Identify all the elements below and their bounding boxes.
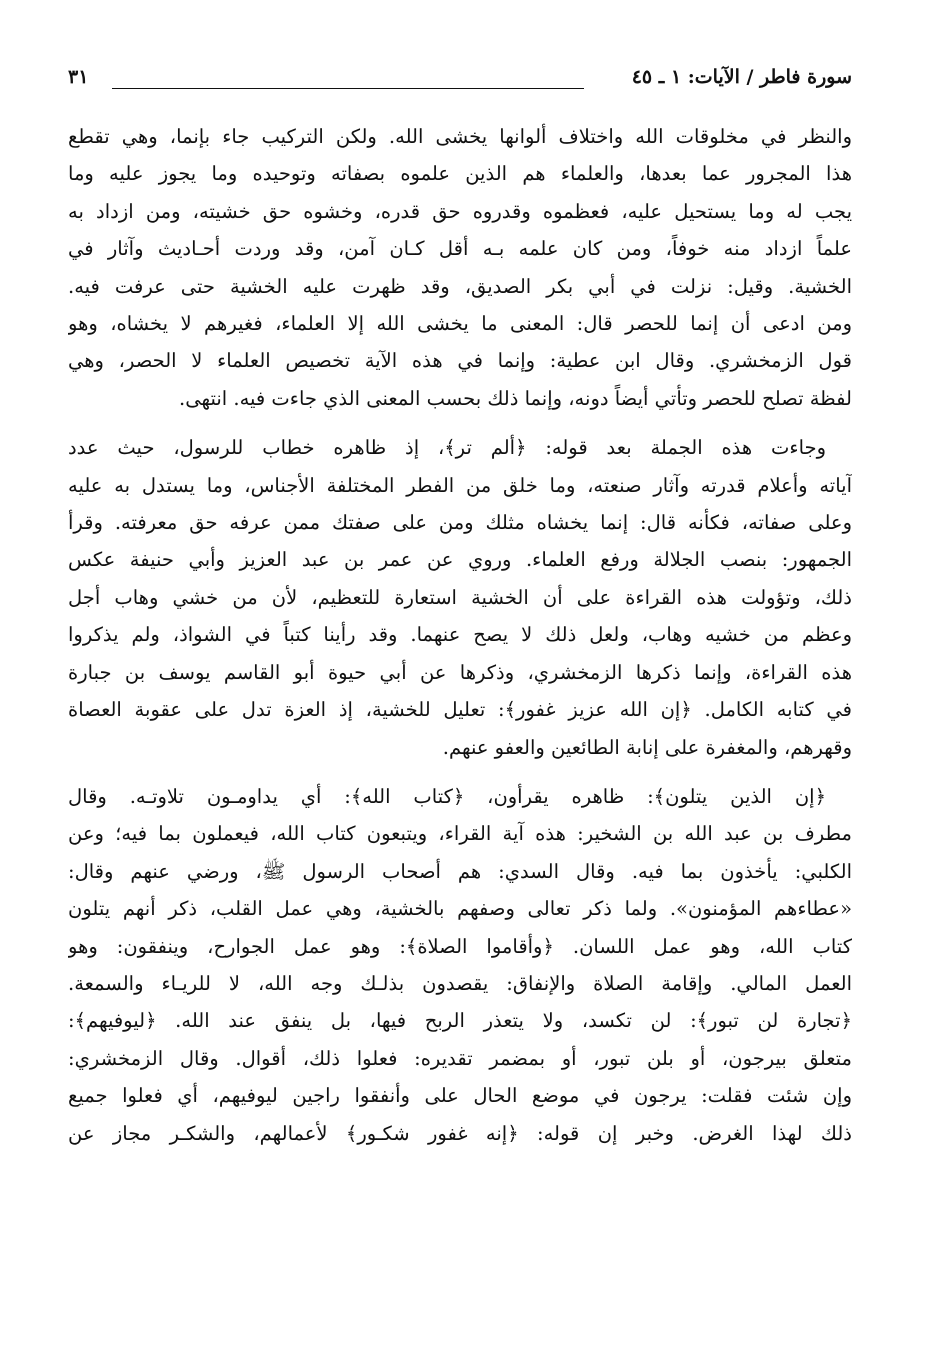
text-line: وعظم من خشيه وهاب، ولعل ذلك لا يصح عنهما. وقد رأينا كتباً في الشواذ، ولم يذكروا [68, 623, 852, 647]
text-line: وقهرهم، والمغفرة على إنابة الطائعين والعفو عنهم. [442, 735, 852, 759]
text-line: قول الزمخشري. وقال ابن عطية: وإنما في هذه الآية تخصيص العلماء لا الحصر، وهي [68, 349, 852, 373]
text-line: علماً ازداد منه خوفاً، ومن كان علمه بـه أقل كـان آمن، وقد وردت أحـاديث وآثار في [68, 237, 852, 261]
text-line: يجب له وما يستحيل عليه، فعظموه وقدروه حق قدره، وخشوه حق خشيته، ومن ازداد به [68, 199, 852, 223]
text-line: ومن ادعى أن إنما للحصر قال: المعنى ما يخشى الله إلا العلماء، فغيرهم لا يخشاه، وهو [68, 312, 852, 336]
text-line: ذلك لهذا الغرض. وخبر إن قوله: ﴿إنه غفور شكـور﴾ لأعمالهم، والشكـر مجاز عن [68, 1121, 852, 1145]
text-line: ﴿تجارة لن تبور﴾: لن تكسد، ولا يتعذر الربح فيها، بل ينفق عند الله. ﴿ليوفيهم﴾: [68, 1009, 852, 1033]
paragraph-3 [68, 778, 852, 1152]
text-line: ذلك، وتؤولت هذه القراءة على أن الخشية استعارة للتعظيم، لأن من خشي وهاب أجل [68, 585, 852, 609]
running-header [68, 66, 852, 96]
text-line: الجمهور: بنصب الجلالة ورفع العلماء. وروي عن عمر بن عبد العزيز وأبي حنيفة عكس [68, 548, 852, 572]
text-line: العمل المالي. وإقامة الصلاة والإنفاق: يقصدون بذلـك وجه الله، لا للريـاء والسمعة. [68, 971, 852, 995]
text-line: وجاءت هذه الجملة بعد قوله: ﴿ألم تر﴾، إذ ظاهره خطاب للرسول، حيث عدد [68, 436, 826, 460]
text-line: والنظر في مخلوقات الله واختلاف ألوانها يخشى الله. ولكن التركيب جاء بإنما، وهي تقطع [68, 125, 852, 148]
text-line: الخشية. وقيل: نزلت في أبي بكر الصديق، وقد ظهرت عليه الخشية حتى عرفت فيه. [68, 274, 852, 298]
paragraph-2 [68, 429, 852, 766]
text-line: ﴿إن الذين يتلون﴾: ظاهره يقرأون، ﴿كتاب الله﴾: أي يداومـون تلاوتـه. وقال [68, 784, 826, 808]
page-number: ٣١ [68, 66, 89, 88]
text-line: «عطاءهم المؤمنون». ولما ذكر تعالى وصفهم بالخشية، وهي عمل القلب، ذكر أنهم يتلون [68, 897, 852, 921]
text-line: لفظة تصلح للحصر وتأتي أيضاً دونه، وإنما ذلك بحسب المعنى الذي جاءت فيه. انتهى. [179, 386, 852, 410]
paragraph-1 [68, 118, 852, 417]
text-line: مطرف بن عبد الله بن الشخير: هذه آية القراء، ويتبعون كتاب الله، فيعملون بما فيه؛ وعن [68, 822, 852, 846]
header-rule [112, 88, 584, 89]
body-text [68, 118, 852, 1152]
text-line: في كتابه الكامل. ﴿إن الله عزيز غفور﴾: تعليل للخشية، إذ العزة تدل على عقوبة العصاة [68, 698, 852, 722]
text-line: وعلى صفاته، فكأنه قال: إنما يخشاه مثلك ومن على صفتك ممن عرفه حق معرفته. وقرأ [68, 511, 852, 535]
text-line: كتاب الله، وهو عمل اللسان. ﴿وأقاموا الصلاة﴾: وهو عمل الجوارح، وينفقون: وهو [68, 934, 852, 958]
text-line: متعلق بيرجون، أو بلن تبور، أو بمضمر تقديره: فعلوا ذلك، أقوال. وقال الزمخشري: [68, 1046, 852, 1070]
text-line: الكلبي: يأخذون بما فيه. وقال السدي: هم أصحاب الرسول ﷺ، ورضي عنهم وقال: [68, 859, 852, 883]
text-line: هذا المجرور عما بعدها، والعلماء هم الذين علموه بصفاته وتوحيده وما يجوز عليه وما [68, 162, 852, 186]
text-line: هذه القراءة، وإنما ذكرها الزمخشري، وذكرها عن أبي حيوة أبو القاسم يوسف بن جبارة [68, 660, 852, 684]
header-title: سورة فاطر / الآيات: ١ ـ ٤٥ [631, 66, 852, 88]
text-line: آياته وأعلام قدرته وآثار صنعته، وما خلق من الفطر المختلفة الأجناس، وما يستدل به عليه [68, 473, 852, 497]
text-line: وإن شئت فقلت: يرجون في موضع الحال على وأنفقوا راجين ليوفيهم، أي فعلوا جميع [68, 1084, 852, 1108]
